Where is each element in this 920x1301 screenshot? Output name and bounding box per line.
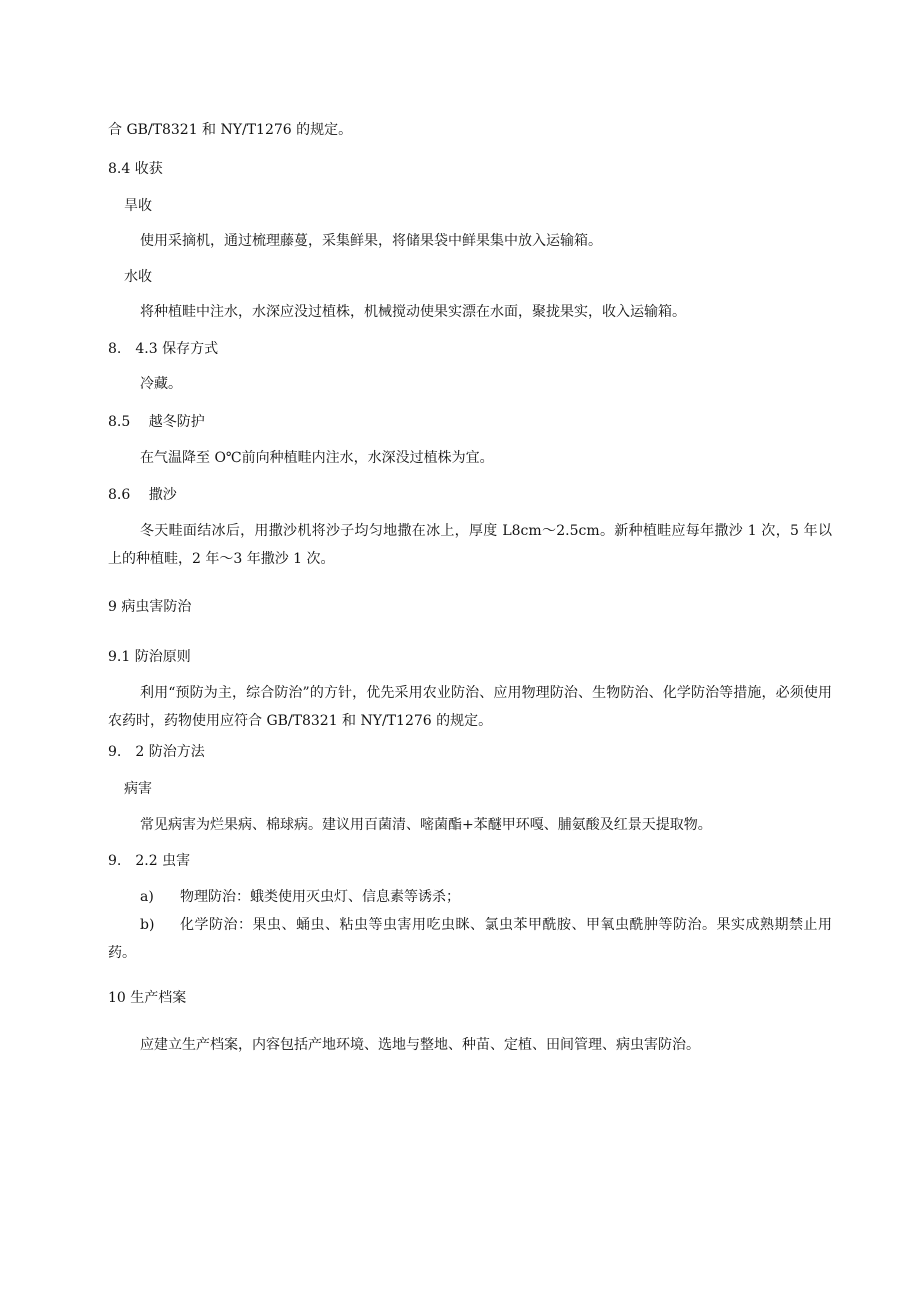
section-9-1-heading: 9.1 防治原则	[108, 649, 191, 665]
list-item-text: 化学防治：果虫、蛹虫、粘虫等虫害用吃虫眯、氯虫苯甲酰胺、甲氧虫酰肿等防治。果实成熟期禁止用药。	[108, 917, 832, 961]
dry-harvest-title: 旱收	[124, 198, 152, 214]
continued-line: 合 GB/T8321 和 NY/T1276 的规定。	[108, 122, 353, 138]
winter-protection-text: 在气温降至 O℃前向种植畦内注水，水深没过植株为宜。	[140, 450, 494, 466]
archive-text: 应建立生产档案，内容包括产地环境、选地与整地、种苗、定植、田间管理、病虫害防治。	[140, 1037, 700, 1053]
section-8-5-heading: 8.5 越冬防护	[108, 414, 205, 430]
section-8-6-heading: 8.6 撒沙	[108, 487, 177, 503]
disease-title: 病害	[124, 781, 152, 797]
dry-harvest-text: 使用采摘机，通过梳理藤蔓，采集鲜果，将储果袋中鲜果集中放入运输箱。	[140, 233, 602, 249]
list-marker: b)	[140, 917, 155, 933]
storage-text: 冷藏。	[140, 376, 182, 392]
section-9-heading: 9 病虫害防治	[108, 599, 192, 615]
sand-paragraph: 冬天畦面结冰后，用撒沙机将沙子均匀地撒在冰上，厚度 L8cm～2.5cm。新种植畦应每年撒沙 1 次，5 年以上的种植畦，2 年～3 年撒沙 1 次。	[108, 523, 832, 567]
list-item	[108, 883, 832, 911]
list-item-text: 物理防治：蛾类使用灭虫灯、信息素等诱杀；	[180, 889, 460, 905]
section-8-4-heading: 8.4 收获	[108, 161, 163, 177]
list-item	[108, 911, 832, 967]
water-harvest-text: 将种植畦中注水，水深应没过植株，机械搅动使果实漂在水面，聚拢果实，收入运输箱。	[140, 304, 686, 320]
water-harvest-title: 水收	[124, 269, 152, 285]
section-9-2-heading: 9. 2 防治方法	[108, 744, 205, 760]
principle-paragraph: 利用“预防为主，综合防治”的方针，优先采用农业防治、应用物理防治、生物防治、化学防治等措施，必须使用农药时，药物使用应符合 GB/T8321 和 NY/T1276 的规定。	[108, 685, 832, 729]
section-9-2-2-heading: 9. 2.2 虫害	[108, 853, 191, 869]
pest-control-list	[108, 883, 832, 967]
section-10-heading: 10 生产档案	[108, 990, 187, 1006]
list-marker: a)	[140, 889, 154, 905]
disease-text: 常见病害为烂果病、棉球病。建议用百菌清、嘧菌酯+苯醚甲环嘎、脯氨酸及红景天提取物。	[140, 817, 712, 833]
section-8-4-3-heading: 8. 4.3 保存方式	[108, 341, 219, 357]
